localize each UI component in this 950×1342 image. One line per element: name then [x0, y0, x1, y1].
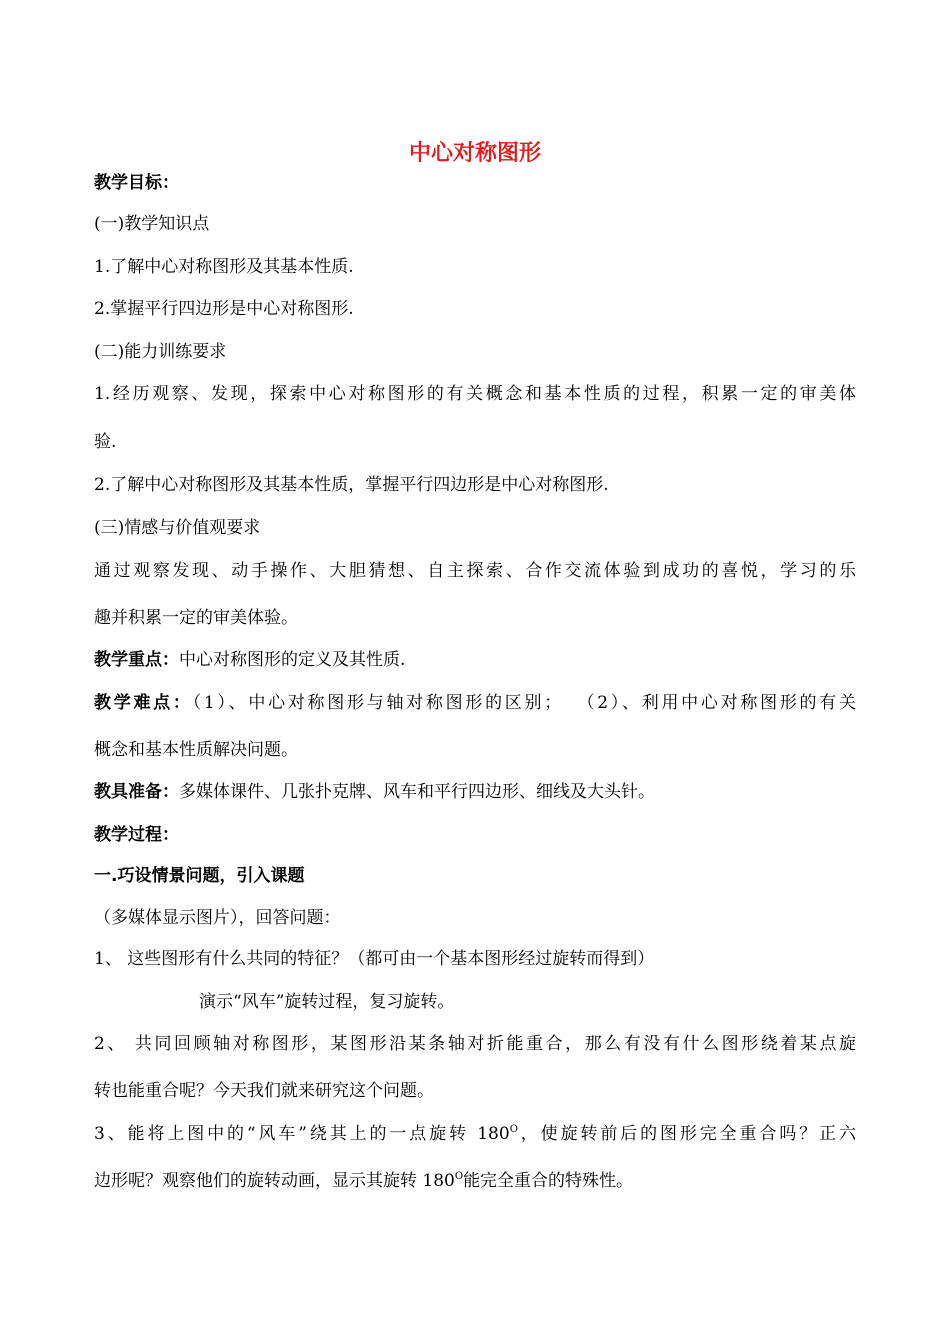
emotion-line-1: 通过观察发现、动手操作、大胆猜想、自主探索、合作交流体验到成功的喜悦，学习的乐 — [94, 561, 856, 581]
question-1: 1、 这些图形有什么共同的特征？（都可由一个基本图形经过旋转而得到） — [94, 949, 655, 969]
question-2-line-1: 2、 共同回顾轴对称图形，某图形沿某条轴对折能重合，那么有没有什么图形绕着某点旋 — [94, 1034, 856, 1054]
intro-line: （多媒体显示图片），回答问题： — [94, 908, 341, 928]
knowledge-item-2: 2.掌握平行四边形是中心对称图形. — [94, 299, 354, 319]
key-point-text: 中心对称图形的定义及其性质. — [179, 650, 406, 670]
tools — [94, 781, 655, 803]
question-3-line-2 — [94, 1170, 633, 1192]
question-3-text-b: ，使旋转前后的图形完全重合吗？正六 — [517, 1124, 856, 1144]
emotion-line-2: 趣并积累一定的审美体验。 — [94, 608, 298, 628]
ability-item-1-line-1: 1.经历观察、发现，探索中心对称图形的有关概念和基本性质的过程，积累一定的审美体 — [94, 384, 856, 404]
question-3-line-1 — [94, 1123, 856, 1145]
section-1-heading: 一.巧设情景问题，引入课题 — [94, 866, 305, 886]
question-3-text-c: 边形呢？观察他们的旋转动画，显示其旋转 180 — [94, 1171, 455, 1191]
knowledge-item-1: 1.了解中心对称图形及其基本性质. — [94, 257, 354, 277]
knowledge-heading: (一)教学知识点 — [94, 214, 210, 234]
process-heading: 教学过程： — [94, 825, 179, 845]
question-3-text-d: 能完全重合的特殊性。 — [463, 1171, 634, 1191]
key-point-label: 教学重点： — [94, 650, 179, 670]
emotion-heading: (三)情感与价值观要求 — [94, 518, 261, 538]
tools-label: 教具准备： — [94, 782, 179, 802]
degree-mark: O — [454, 1171, 464, 1182]
question-3-text-a: 3、能将上图中的“风车”绕其上的一点旋转 180 — [94, 1124, 510, 1144]
ability-heading: (二)能力训练要求 — [94, 342, 227, 362]
difficulty-label: 教学难点： — [94, 693, 193, 713]
question-2-line-2: 转也能重合呢？今天我们就来研究这个问题。 — [94, 1081, 434, 1101]
difficulty-text-1: （1）、中心对称图形与轴对称图形的区别； （2）、利用中心对称图形的有关 — [192, 693, 856, 713]
tools-text: 多媒体课件、几张扑克牌、风车和平行四边形、细线及大头针。 — [179, 782, 655, 802]
difficulty-line-2: 概念和基本性质解决问题。 — [94, 740, 298, 760]
ability-item-1-line-2: 验. — [94, 432, 117, 452]
ability-item-2: 2.了解中心对称图形及其基本性质，掌握平行四边形是中心对称图形. — [94, 475, 609, 495]
degree-mark: O — [509, 1124, 518, 1135]
document-title: 中心对称图形 — [408, 141, 541, 166]
key-point — [94, 649, 405, 671]
objectives-heading: 教学目标： — [94, 173, 179, 193]
question-1-demo: 演示“风车”旋转过程，复习旋转。 — [199, 992, 455, 1012]
difficulty-line-1 — [94, 692, 856, 714]
